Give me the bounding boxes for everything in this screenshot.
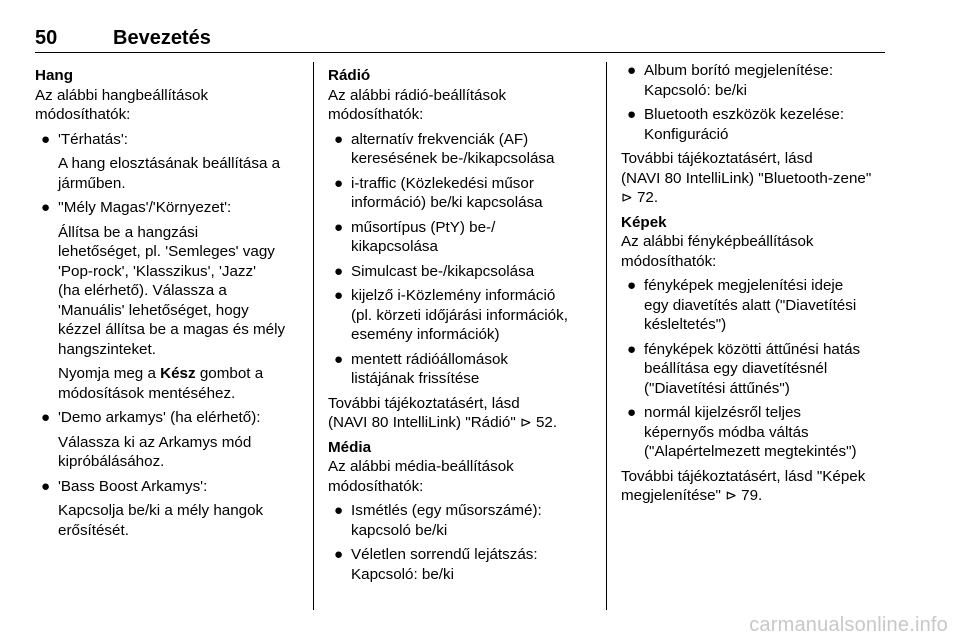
bullet-icon: ● bbox=[627, 340, 637, 358]
text-line: műsortípus (PtY) be-/ bbox=[351, 218, 496, 236]
page-reference-icon: ⊳ bbox=[725, 487, 737, 503]
text-line: erősítését. bbox=[58, 521, 129, 539]
text-span: megjelenítése" bbox=[621, 487, 721, 504]
page-header bbox=[35, 26, 885, 50]
page-reference: 72. bbox=[636, 189, 659, 206]
more-info-line bbox=[328, 413, 598, 433]
intro-line: módosíthatók: bbox=[328, 106, 424, 123]
text-line bbox=[58, 364, 303, 384]
header-rule bbox=[35, 52, 885, 53]
text-span: (NAVI 80 IntelliLink) "Rádió" bbox=[328, 414, 516, 431]
text-line: A hang elosztásának beállítása a bbox=[58, 155, 281, 172]
column-hang bbox=[35, 66, 303, 540]
text-line: kapcsoló be/ki bbox=[351, 521, 448, 539]
page-title: Bevezetés bbox=[113, 27, 211, 49]
text-span: gombot a bbox=[195, 365, 264, 382]
text-line: (pl. körzeti időjárási információk, bbox=[351, 306, 568, 324]
bullet-icon: ● bbox=[627, 62, 637, 79]
bullet-icon: ● bbox=[334, 218, 344, 236]
text-line: információ) be/ki kapcsolása bbox=[351, 194, 543, 211]
text-line: képernyős módba váltás bbox=[644, 423, 809, 441]
bullet-icon: ● bbox=[334, 174, 344, 192]
text-line: kijelző i-Közlemény információ bbox=[351, 287, 556, 304]
text-line: listájának frissítése bbox=[351, 370, 480, 387]
bullet-icon: ● bbox=[41, 477, 51, 495]
list-item bbox=[328, 286, 598, 345]
section-heading-hang: Hang bbox=[35, 67, 73, 84]
page-reference-icon: ⊳ bbox=[621, 189, 633, 205]
bullet-icon: ● bbox=[334, 502, 344, 519]
text-line: 'Manuális' lehetőséget, hogy bbox=[58, 301, 249, 319]
item-description bbox=[58, 433, 303, 472]
bullet-icon: ● bbox=[627, 277, 637, 294]
list-item bbox=[35, 130, 303, 194]
section-heading-media: Média bbox=[328, 438, 372, 456]
list-item bbox=[35, 408, 303, 472]
more-info-line bbox=[621, 188, 889, 208]
text-line: hangszinteket. bbox=[58, 340, 156, 358]
text-line: Kapcsolja be/ki a mély hangok bbox=[58, 502, 264, 519]
page-reference: 79. bbox=[741, 487, 763, 504]
more-info-line: (NAVI 80 IntelliLink) "Bluetooth-zene" bbox=[621, 169, 872, 187]
text-line: lehetőséget, pl. 'Semleges' vagy bbox=[58, 243, 275, 260]
text-line: normál kijelzésről teljes bbox=[644, 404, 801, 421]
item-label: 'Bass Boost Arkamys': bbox=[58, 477, 208, 495]
text-span: Nyomja meg a bbox=[58, 365, 161, 382]
intro-line: módosíthatók: bbox=[328, 477, 424, 495]
list-item bbox=[35, 198, 303, 403]
more-info-line bbox=[621, 486, 889, 506]
item-label: 'Demo arkamys' (ha elérhető): bbox=[58, 409, 261, 426]
text-line: fényképek közötti áttűnési hatás bbox=[644, 340, 861, 358]
text-line: Állítsa be a hangzási bbox=[58, 223, 199, 241]
text-line: 'Pop-rock', 'Klasszikus', 'Jazz' bbox=[58, 262, 257, 280]
text-line: mentett rádióállomások bbox=[351, 350, 509, 368]
more-info-line: További tájékoztatásért, lásd bbox=[328, 394, 520, 412]
page-reference: 52. bbox=[535, 414, 558, 431]
list-item bbox=[621, 340, 889, 399]
list-item bbox=[328, 174, 598, 213]
text-line: esemény információk) bbox=[351, 326, 500, 343]
text-line: alternatív frekvenciák (AF) bbox=[351, 130, 529, 148]
text-line: Kapcsoló: be/ki bbox=[644, 81, 747, 99]
intro-line: Az alábbi rádió-beállítások bbox=[328, 86, 507, 104]
text-line: kézzel állítsa be a magas és mély bbox=[58, 321, 286, 338]
intro-line: Az alábbi hangbeállítások bbox=[35, 86, 209, 104]
text-line: módosítások mentéséhez. bbox=[58, 384, 236, 402]
item-description bbox=[58, 154, 303, 193]
list-item bbox=[328, 130, 598, 169]
text-line: egy diavetítés alatt ("Diavetítési bbox=[644, 296, 857, 314]
item-description-2 bbox=[58, 364, 303, 403]
column-radio bbox=[328, 66, 598, 584]
intro-line: módosíthatók: bbox=[621, 252, 717, 270]
intro-line: Az alábbi média-beállítások bbox=[328, 458, 514, 475]
item-label: ''Mély Magas'/'Környezet': bbox=[58, 199, 232, 216]
bullet-icon: ● bbox=[41, 130, 51, 148]
bullet-icon: ● bbox=[334, 262, 344, 280]
text-line: keresésének be-/kikapcsolása bbox=[351, 150, 555, 167]
text-line: ("Diavetítési áttűnés") bbox=[644, 379, 790, 397]
text-line: ("Alapértelmezett megtekintés") bbox=[644, 443, 857, 460]
list-item bbox=[621, 61, 889, 100]
text-line: kikapcsolása bbox=[351, 238, 438, 255]
list-item bbox=[35, 477, 303, 541]
list-item bbox=[621, 276, 889, 335]
watermark: carmanualsonline.info bbox=[749, 614, 948, 636]
bullet-icon: ● bbox=[627, 404, 637, 421]
button-name-kesz: Kész bbox=[160, 365, 196, 382]
text-line: Album borító megjelenítése: bbox=[644, 62, 834, 79]
text-line: i-traffic (Közlekedési műsor bbox=[351, 174, 534, 192]
bullet-icon: ● bbox=[334, 130, 344, 148]
page-reference-icon: ⊳ bbox=[520, 414, 532, 430]
column-media-kepek bbox=[621, 61, 889, 506]
more-info-line: További tájékoztatásért, lásd "Képek bbox=[621, 467, 866, 485]
text-line: Ismétlés (egy műsorszámé): bbox=[351, 502, 542, 519]
list-item bbox=[621, 403, 889, 462]
bullet-icon: ● bbox=[41, 199, 51, 216]
list-item bbox=[621, 105, 889, 144]
text-line: járműben. bbox=[58, 174, 126, 192]
text-line: fényképek megjelenítési ideje bbox=[644, 277, 844, 294]
bullet-icon: ● bbox=[41, 409, 51, 426]
bullet-icon: ● bbox=[334, 546, 344, 563]
bullet-icon: ● bbox=[334, 287, 344, 304]
text-line: Konfiguráció bbox=[644, 125, 729, 143]
column-divider-2 bbox=[606, 62, 607, 610]
intro-line: Az alábbi fényképbeállítások bbox=[621, 233, 814, 250]
item-description bbox=[58, 501, 303, 540]
text-line: beállítása egy diavetítésnél bbox=[644, 360, 828, 377]
text-line: Kapcsoló: be/ki bbox=[351, 565, 454, 583]
text-line: Bluetooth eszközök kezelése: bbox=[644, 106, 845, 123]
text-line: Válassza ki az Arkamys mód bbox=[58, 433, 252, 451]
text-line: kipróbálásához. bbox=[58, 453, 165, 470]
list-item bbox=[328, 350, 598, 389]
bullet-icon: ● bbox=[334, 350, 344, 368]
text-line: Simulcast be-/kikapcsolása bbox=[351, 262, 535, 280]
text-line: Véletlen sorrendű lejátszás: bbox=[351, 546, 538, 563]
item-description bbox=[58, 223, 303, 360]
list-item bbox=[328, 218, 598, 257]
list-item bbox=[328, 501, 598, 540]
text-line: (ha elérhető). Válassza a bbox=[58, 282, 227, 299]
intro-line: módosíthatók: bbox=[35, 106, 131, 123]
item-label: 'Térhatás': bbox=[58, 130, 128, 148]
more-info-line: További tájékoztatásért, lásd bbox=[621, 150, 813, 167]
list-item bbox=[328, 545, 598, 584]
section-heading-kepek: Képek bbox=[621, 213, 667, 231]
column-divider-1 bbox=[313, 62, 314, 610]
bullet-icon: ● bbox=[627, 106, 637, 123]
section-heading-radio: Rádió bbox=[328, 67, 371, 84]
page-number: 50 bbox=[35, 27, 58, 49]
list-item bbox=[328, 262, 598, 282]
text-line: késleltetés") bbox=[644, 316, 727, 333]
